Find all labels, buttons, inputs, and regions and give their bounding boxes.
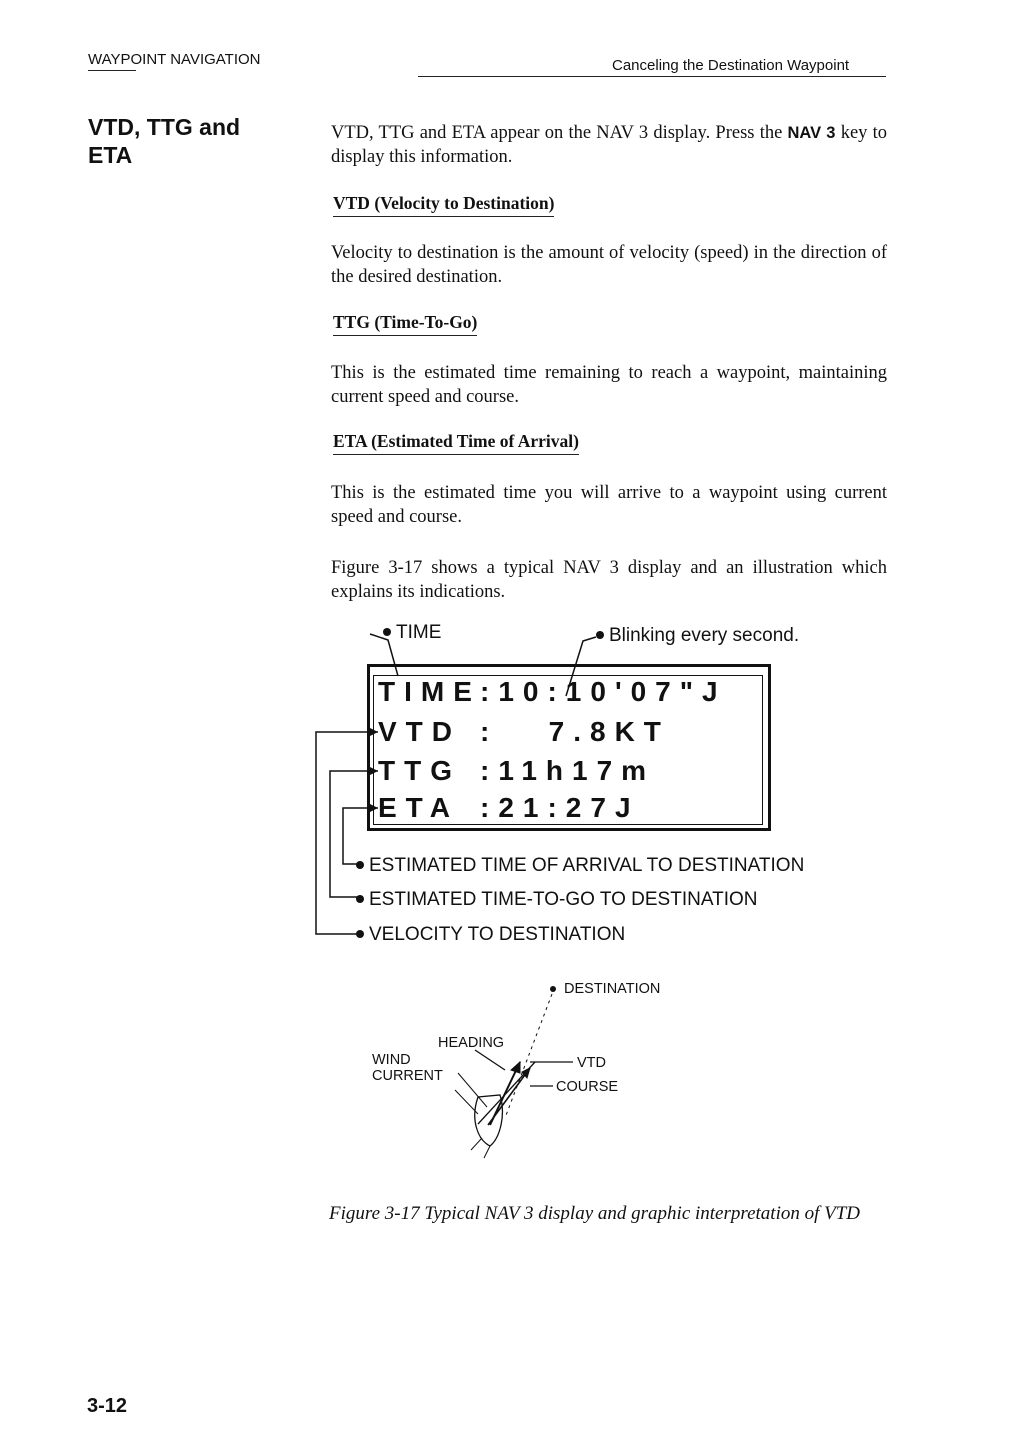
label-wind: WIND <box>372 1052 411 1068</box>
wind-leader <box>458 1073 487 1107</box>
lcd-row-vtd-value: : 7.8KT <box>480 716 670 747</box>
page-number: 3-12 <box>87 1395 128 1417</box>
vtd-paragraph: Velocity to destination is the amount of velocity (speed) in the direction of the desired destination. <box>331 243 887 287</box>
eta-subheading: ETA (Estimated Time of Arrival) <box>333 430 579 455</box>
nav3-key-label: NAV 3 <box>787 124 836 142</box>
callout-eta-text: ESTIMATED TIME OF ARRIVAL TO DESTINATION <box>369 855 805 876</box>
lcd-row-eta-label: ETA <box>378 792 459 823</box>
vtd-subheading: VTD (Velocity to Destination) <box>333 192 554 217</box>
label-destination: DESTINATION <box>564 981 661 997</box>
lcd-row-time-value: :10:10'07"J <box>480 676 727 707</box>
ttg-paragraph: This is the estimated time remaining to reach a waypoint, maintaining current speed and course. <box>331 363 887 407</box>
ttg-subheading: TTG (Time-To-Go) <box>333 311 477 336</box>
label-heading: HEADING <box>438 1035 505 1051</box>
label-course: COURSE <box>556 1079 619 1095</box>
heading-arrowhead <box>511 1062 520 1073</box>
label-current: CURRENT <box>372 1068 443 1084</box>
eta-paragraph: This is the estimated time you will arrive to a waypoint using current speed and course. <box>331 483 887 527</box>
destination-dashed-line <box>505 994 552 1118</box>
destination-point <box>550 986 556 992</box>
running-header-section: WAYPOINT NAVIGATION <box>88 51 261 68</box>
lcd-row-time-label: TIME <box>378 676 481 707</box>
callout-ttg-text: ESTIMATED TIME-TO-GO TO DESTINATION <box>369 889 758 910</box>
label-vtd: VTD <box>577 1055 606 1071</box>
callout-time-text: TIME <box>396 622 442 643</box>
section-heading-line1: VTD, TTG and <box>88 114 241 140</box>
section-heading-line2: ETA <box>88 142 133 168</box>
lcd-row-eta-value: :21:27J <box>480 792 640 823</box>
figure-intro-paragraph: Figure 3-17 shows a typical NAV 3 display and an illustration which explains its indications. <box>331 558 887 602</box>
intro-text-before: VTD, TTG and ETA appear on the NAV 3 display. Press the <box>331 123 783 143</box>
heading-leader <box>475 1050 505 1070</box>
lcd-row-ttg-value: :11h17m <box>480 755 656 786</box>
course-vector <box>488 1068 530 1125</box>
lcd-row-ttg-label: TTG <box>378 755 461 786</box>
boat-wake <box>471 1138 490 1158</box>
callout-vtd-text: VELOCITY TO DESTINATION <box>369 924 626 945</box>
running-header-topic: Canceling the Destination Waypoint <box>612 57 850 74</box>
intro-text-after: key to display this information. <box>331 123 888 167</box>
figure-caption: Figure 3-17 Typical NAV 3 display and graphic interpretation of VTD <box>329 1203 861 1224</box>
lcd-row-vtd-label: VTD <box>378 716 461 747</box>
callout-blinking-text: Blinking every second. <box>609 625 800 646</box>
